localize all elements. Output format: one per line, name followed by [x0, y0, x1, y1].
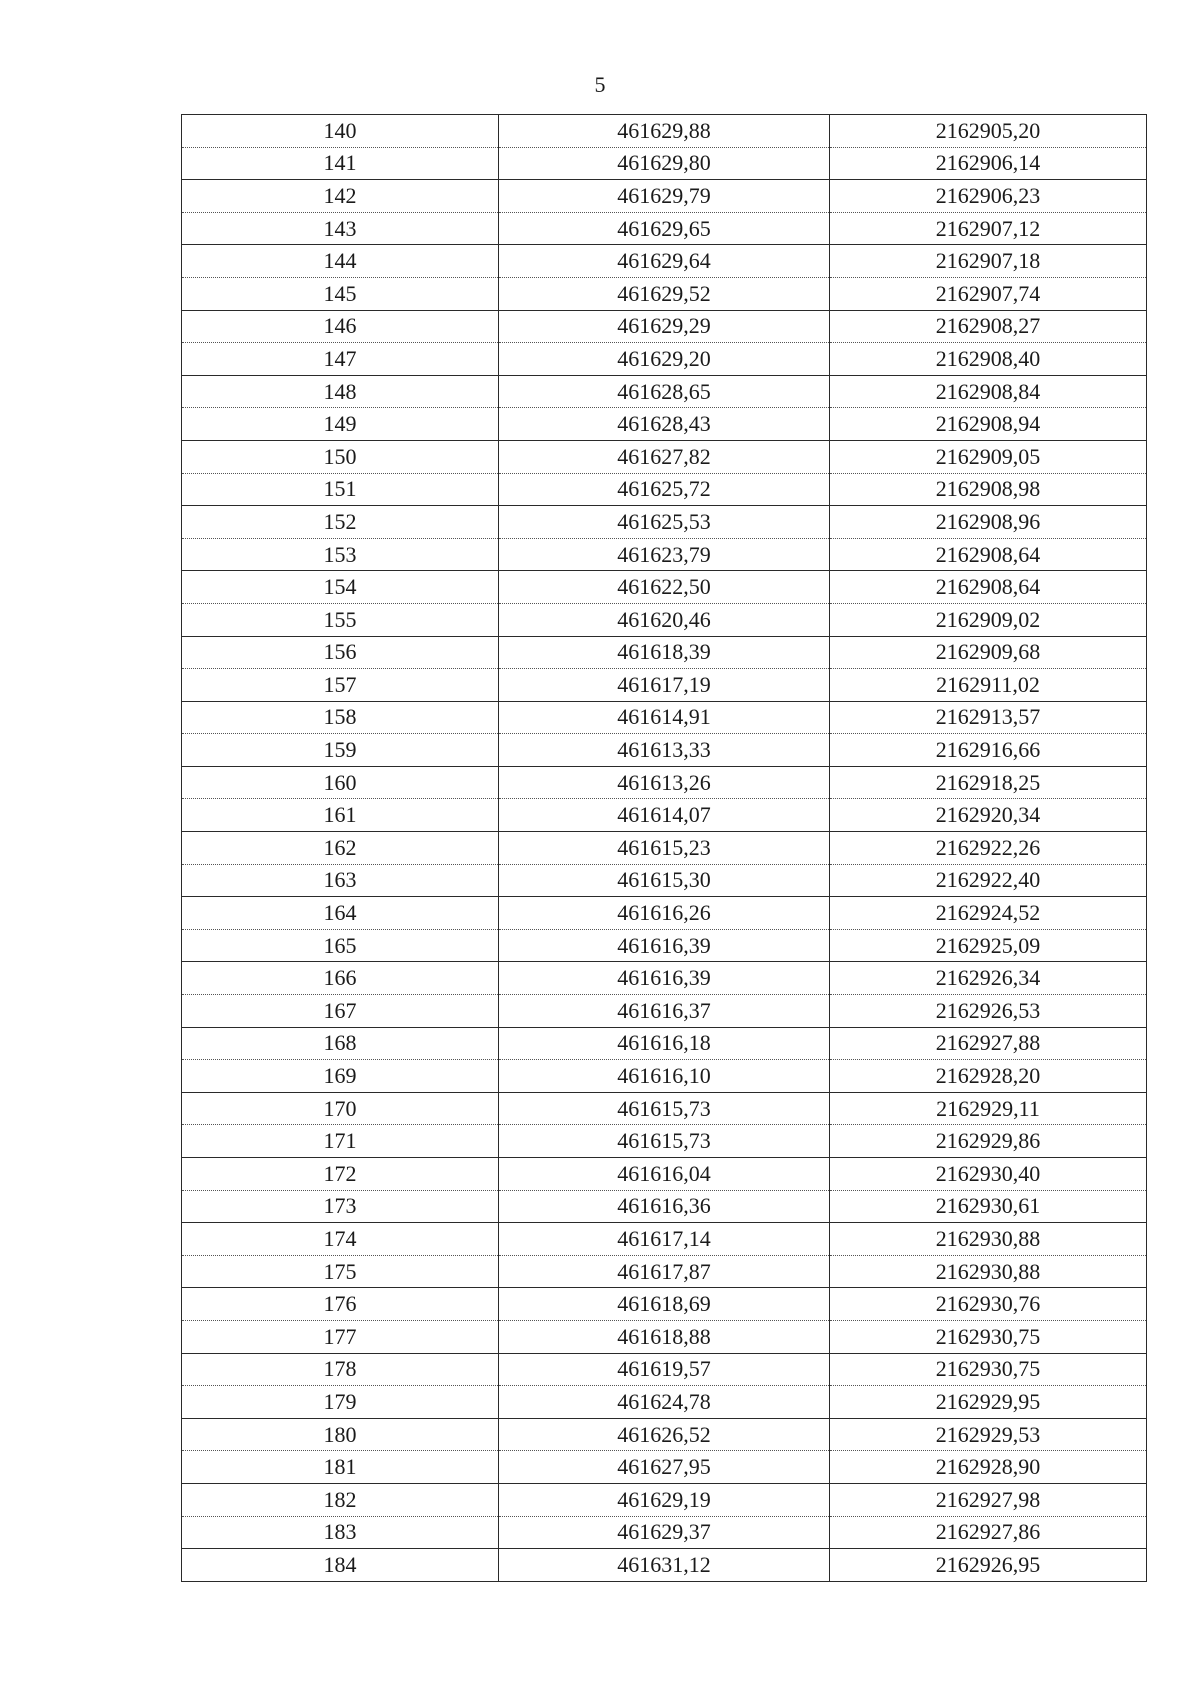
y-coordinate-cell: 2162930,88 [830, 1223, 1147, 1256]
y-coordinate-cell: 2162908,64 [830, 571, 1147, 604]
y-coordinate-cell: 2162927,98 [830, 1483, 1147, 1516]
y-coordinate-cell: 2162927,88 [830, 1027, 1147, 1060]
y-coordinate-cell: 2162928,90 [830, 1451, 1147, 1484]
point-number-cell: 149 [182, 408, 499, 441]
y-coordinate-cell: 2162907,74 [830, 277, 1147, 310]
x-coordinate-cell: 461622,50 [499, 571, 830, 604]
x-coordinate-cell: 461618,39 [499, 636, 830, 669]
point-number-cell: 145 [182, 277, 499, 310]
x-coordinate-cell: 461616,37 [499, 995, 830, 1028]
point-number-cell: 150 [182, 440, 499, 473]
point-number-cell: 140 [182, 115, 499, 148]
table-row [182, 343, 1147, 376]
x-coordinate-cell: 461615,73 [499, 1092, 830, 1125]
y-coordinate-cell: 2162906,23 [830, 180, 1147, 213]
x-coordinate-cell: 461629,29 [499, 310, 830, 343]
table-row [182, 1027, 1147, 1060]
x-coordinate-cell: 461615,73 [499, 1125, 830, 1158]
point-number-cell: 164 [182, 897, 499, 930]
x-coordinate-cell: 461613,26 [499, 766, 830, 799]
point-number-cell: 155 [182, 603, 499, 636]
y-coordinate-cell: 2162907,12 [830, 212, 1147, 245]
x-coordinate-cell: 461616,26 [499, 897, 830, 930]
x-coordinate-cell: 461624,78 [499, 1386, 830, 1419]
point-number-cell: 147 [182, 343, 499, 376]
x-coordinate-cell: 461617,19 [499, 669, 830, 702]
y-coordinate-cell: 2162926,95 [830, 1549, 1147, 1582]
y-coordinate-cell: 2162930,75 [830, 1320, 1147, 1353]
y-coordinate-cell: 2162908,84 [830, 375, 1147, 408]
table-row [182, 1060, 1147, 1093]
x-coordinate-cell: 461623,79 [499, 538, 830, 571]
x-coordinate-cell: 461629,88 [499, 115, 830, 148]
point-number-cell: 170 [182, 1092, 499, 1125]
x-coordinate-cell: 461625,72 [499, 473, 830, 506]
x-coordinate-cell: 461629,20 [499, 343, 830, 376]
x-coordinate-cell: 461616,18 [499, 1027, 830, 1060]
x-coordinate-cell: 461627,82 [499, 440, 830, 473]
table-row [182, 1190, 1147, 1223]
point-number-cell: 162 [182, 832, 499, 865]
y-coordinate-cell: 2162918,25 [830, 766, 1147, 799]
x-coordinate-cell: 461628,43 [499, 408, 830, 441]
point-number-cell: 181 [182, 1451, 499, 1484]
point-number-cell: 148 [182, 375, 499, 408]
y-coordinate-cell: 2162908,40 [830, 343, 1147, 376]
coordinates-table-body [182, 115, 1147, 1582]
x-coordinate-cell: 461614,07 [499, 799, 830, 832]
point-number-cell: 141 [182, 147, 499, 180]
point-number-cell: 180 [182, 1418, 499, 1451]
x-coordinate-cell: 461626,52 [499, 1418, 830, 1451]
table-row [182, 766, 1147, 799]
table-row [182, 212, 1147, 245]
point-number-cell: 166 [182, 962, 499, 995]
point-number-cell: 157 [182, 669, 499, 702]
x-coordinate-cell: 461615,23 [499, 832, 830, 865]
y-coordinate-cell: 2162908,27 [830, 310, 1147, 343]
x-coordinate-cell: 461614,91 [499, 701, 830, 734]
table-row [182, 506, 1147, 539]
table-row [182, 701, 1147, 734]
y-coordinate-cell: 2162924,52 [830, 897, 1147, 930]
table-row [182, 799, 1147, 832]
y-coordinate-cell: 2162922,26 [830, 832, 1147, 865]
y-coordinate-cell: 2162908,96 [830, 506, 1147, 539]
point-number-cell: 175 [182, 1255, 499, 1288]
table-row [182, 929, 1147, 962]
table-row [182, 571, 1147, 604]
table-row [182, 1288, 1147, 1321]
table-row [182, 147, 1147, 180]
x-coordinate-cell: 461628,65 [499, 375, 830, 408]
x-coordinate-cell: 461616,39 [499, 962, 830, 995]
table-row [182, 669, 1147, 702]
point-number-cell: 168 [182, 1027, 499, 1060]
table-row [182, 1223, 1147, 1256]
y-coordinate-cell: 2162905,20 [830, 115, 1147, 148]
table-row [182, 734, 1147, 767]
point-number-cell: 142 [182, 180, 499, 213]
table-row [182, 636, 1147, 669]
point-number-cell: 158 [182, 701, 499, 734]
table-row [182, 1125, 1147, 1158]
x-coordinate-cell: 461629,79 [499, 180, 830, 213]
point-number-cell: 152 [182, 506, 499, 539]
y-coordinate-cell: 2162929,86 [830, 1125, 1147, 1158]
y-coordinate-cell: 2162908,64 [830, 538, 1147, 571]
x-coordinate-cell: 461615,30 [499, 864, 830, 897]
y-coordinate-cell: 2162911,02 [830, 669, 1147, 702]
y-coordinate-cell: 2162909,02 [830, 603, 1147, 636]
x-coordinate-cell: 461616,04 [499, 1158, 830, 1191]
y-coordinate-cell: 2162926,53 [830, 995, 1147, 1028]
y-coordinate-cell: 2162913,57 [830, 701, 1147, 734]
y-coordinate-cell: 2162926,34 [830, 962, 1147, 995]
point-number-cell: 144 [182, 245, 499, 278]
table-row [182, 1516, 1147, 1549]
point-number-cell: 146 [182, 310, 499, 343]
point-number-cell: 167 [182, 995, 499, 1028]
y-coordinate-cell: 2162909,68 [830, 636, 1147, 669]
y-coordinate-cell: 2162930,61 [830, 1190, 1147, 1223]
point-number-cell: 176 [182, 1288, 499, 1321]
point-number-cell: 156 [182, 636, 499, 669]
x-coordinate-cell: 461617,87 [499, 1255, 830, 1288]
table-row [182, 995, 1147, 1028]
y-coordinate-cell: 2162916,66 [830, 734, 1147, 767]
x-coordinate-cell: 461619,57 [499, 1353, 830, 1386]
x-coordinate-cell: 461620,46 [499, 603, 830, 636]
table-row [182, 1353, 1147, 1386]
table-row [182, 115, 1147, 148]
point-number-cell: 182 [182, 1483, 499, 1516]
table-row [182, 1549, 1147, 1582]
point-number-cell: 160 [182, 766, 499, 799]
point-number-cell: 179 [182, 1386, 499, 1419]
table-row [182, 832, 1147, 865]
x-coordinate-cell: 461629,64 [499, 245, 830, 278]
table-row [182, 245, 1147, 278]
y-coordinate-cell: 2162907,18 [830, 245, 1147, 278]
point-number-cell: 169 [182, 1060, 499, 1093]
table-row [182, 375, 1147, 408]
y-coordinate-cell: 2162930,75 [830, 1353, 1147, 1386]
x-coordinate-cell: 461625,53 [499, 506, 830, 539]
point-number-cell: 165 [182, 929, 499, 962]
table-row [182, 440, 1147, 473]
y-coordinate-cell: 2162930,40 [830, 1158, 1147, 1191]
y-coordinate-cell: 2162906,14 [830, 147, 1147, 180]
x-coordinate-cell: 461616,39 [499, 929, 830, 962]
point-number-cell: 174 [182, 1223, 499, 1256]
x-coordinate-cell: 461629,65 [499, 212, 830, 245]
y-coordinate-cell: 2162930,88 [830, 1255, 1147, 1288]
y-coordinate-cell: 2162928,20 [830, 1060, 1147, 1093]
x-coordinate-cell: 461618,69 [499, 1288, 830, 1321]
x-coordinate-cell: 461629,80 [499, 147, 830, 180]
table-row [182, 310, 1147, 343]
point-number-cell: 183 [182, 1516, 499, 1549]
y-coordinate-cell: 2162925,09 [830, 929, 1147, 962]
point-number-cell: 178 [182, 1353, 499, 1386]
x-coordinate-cell: 461629,37 [499, 1516, 830, 1549]
x-coordinate-cell: 461613,33 [499, 734, 830, 767]
table-row [182, 473, 1147, 506]
table-row [182, 603, 1147, 636]
y-coordinate-cell: 2162922,40 [830, 864, 1147, 897]
table-row [182, 538, 1147, 571]
x-coordinate-cell: 461629,19 [499, 1483, 830, 1516]
point-number-cell: 159 [182, 734, 499, 767]
table-row [182, 864, 1147, 897]
table-row [182, 408, 1147, 441]
page-number: 5 [594, 72, 606, 97]
table-row [182, 1451, 1147, 1484]
y-coordinate-cell: 2162929,95 [830, 1386, 1147, 1419]
x-coordinate-cell: 461616,10 [499, 1060, 830, 1093]
y-coordinate-cell: 2162909,05 [830, 440, 1147, 473]
y-coordinate-cell: 2162908,94 [830, 408, 1147, 441]
point-number-cell: 143 [182, 212, 499, 245]
coordinates-table [181, 114, 1147, 1582]
point-number-cell: 163 [182, 864, 499, 897]
x-coordinate-cell: 461616,36 [499, 1190, 830, 1223]
table-row [182, 1483, 1147, 1516]
table-row [182, 180, 1147, 213]
y-coordinate-cell: 2162920,34 [830, 799, 1147, 832]
x-coordinate-cell: 461627,95 [499, 1451, 830, 1484]
table-row [182, 1386, 1147, 1419]
point-number-cell: 161 [182, 799, 499, 832]
point-number-cell: 177 [182, 1320, 499, 1353]
x-coordinate-cell: 461617,14 [499, 1223, 830, 1256]
y-coordinate-cell: 2162929,11 [830, 1092, 1147, 1125]
point-number-cell: 172 [182, 1158, 499, 1191]
y-coordinate-cell: 2162929,53 [830, 1418, 1147, 1451]
point-number-cell: 154 [182, 571, 499, 604]
table-row [182, 1418, 1147, 1451]
table-row [182, 277, 1147, 310]
point-number-cell: 171 [182, 1125, 499, 1158]
point-number-cell: 173 [182, 1190, 499, 1223]
table-row [182, 897, 1147, 930]
table-row [182, 1320, 1147, 1353]
table-row [182, 1255, 1147, 1288]
y-coordinate-cell: 2162930,76 [830, 1288, 1147, 1321]
point-number-cell: 151 [182, 473, 499, 506]
x-coordinate-cell: 461629,52 [499, 277, 830, 310]
table-row [182, 1092, 1147, 1125]
x-coordinate-cell: 461618,88 [499, 1320, 830, 1353]
x-coordinate-cell: 461631,12 [499, 1549, 830, 1582]
y-coordinate-cell: 2162908,98 [830, 473, 1147, 506]
point-number-cell: 184 [182, 1549, 499, 1582]
table-row [182, 1158, 1147, 1191]
table-row [182, 962, 1147, 995]
y-coordinate-cell: 2162927,86 [830, 1516, 1147, 1549]
point-number-cell: 153 [182, 538, 499, 571]
